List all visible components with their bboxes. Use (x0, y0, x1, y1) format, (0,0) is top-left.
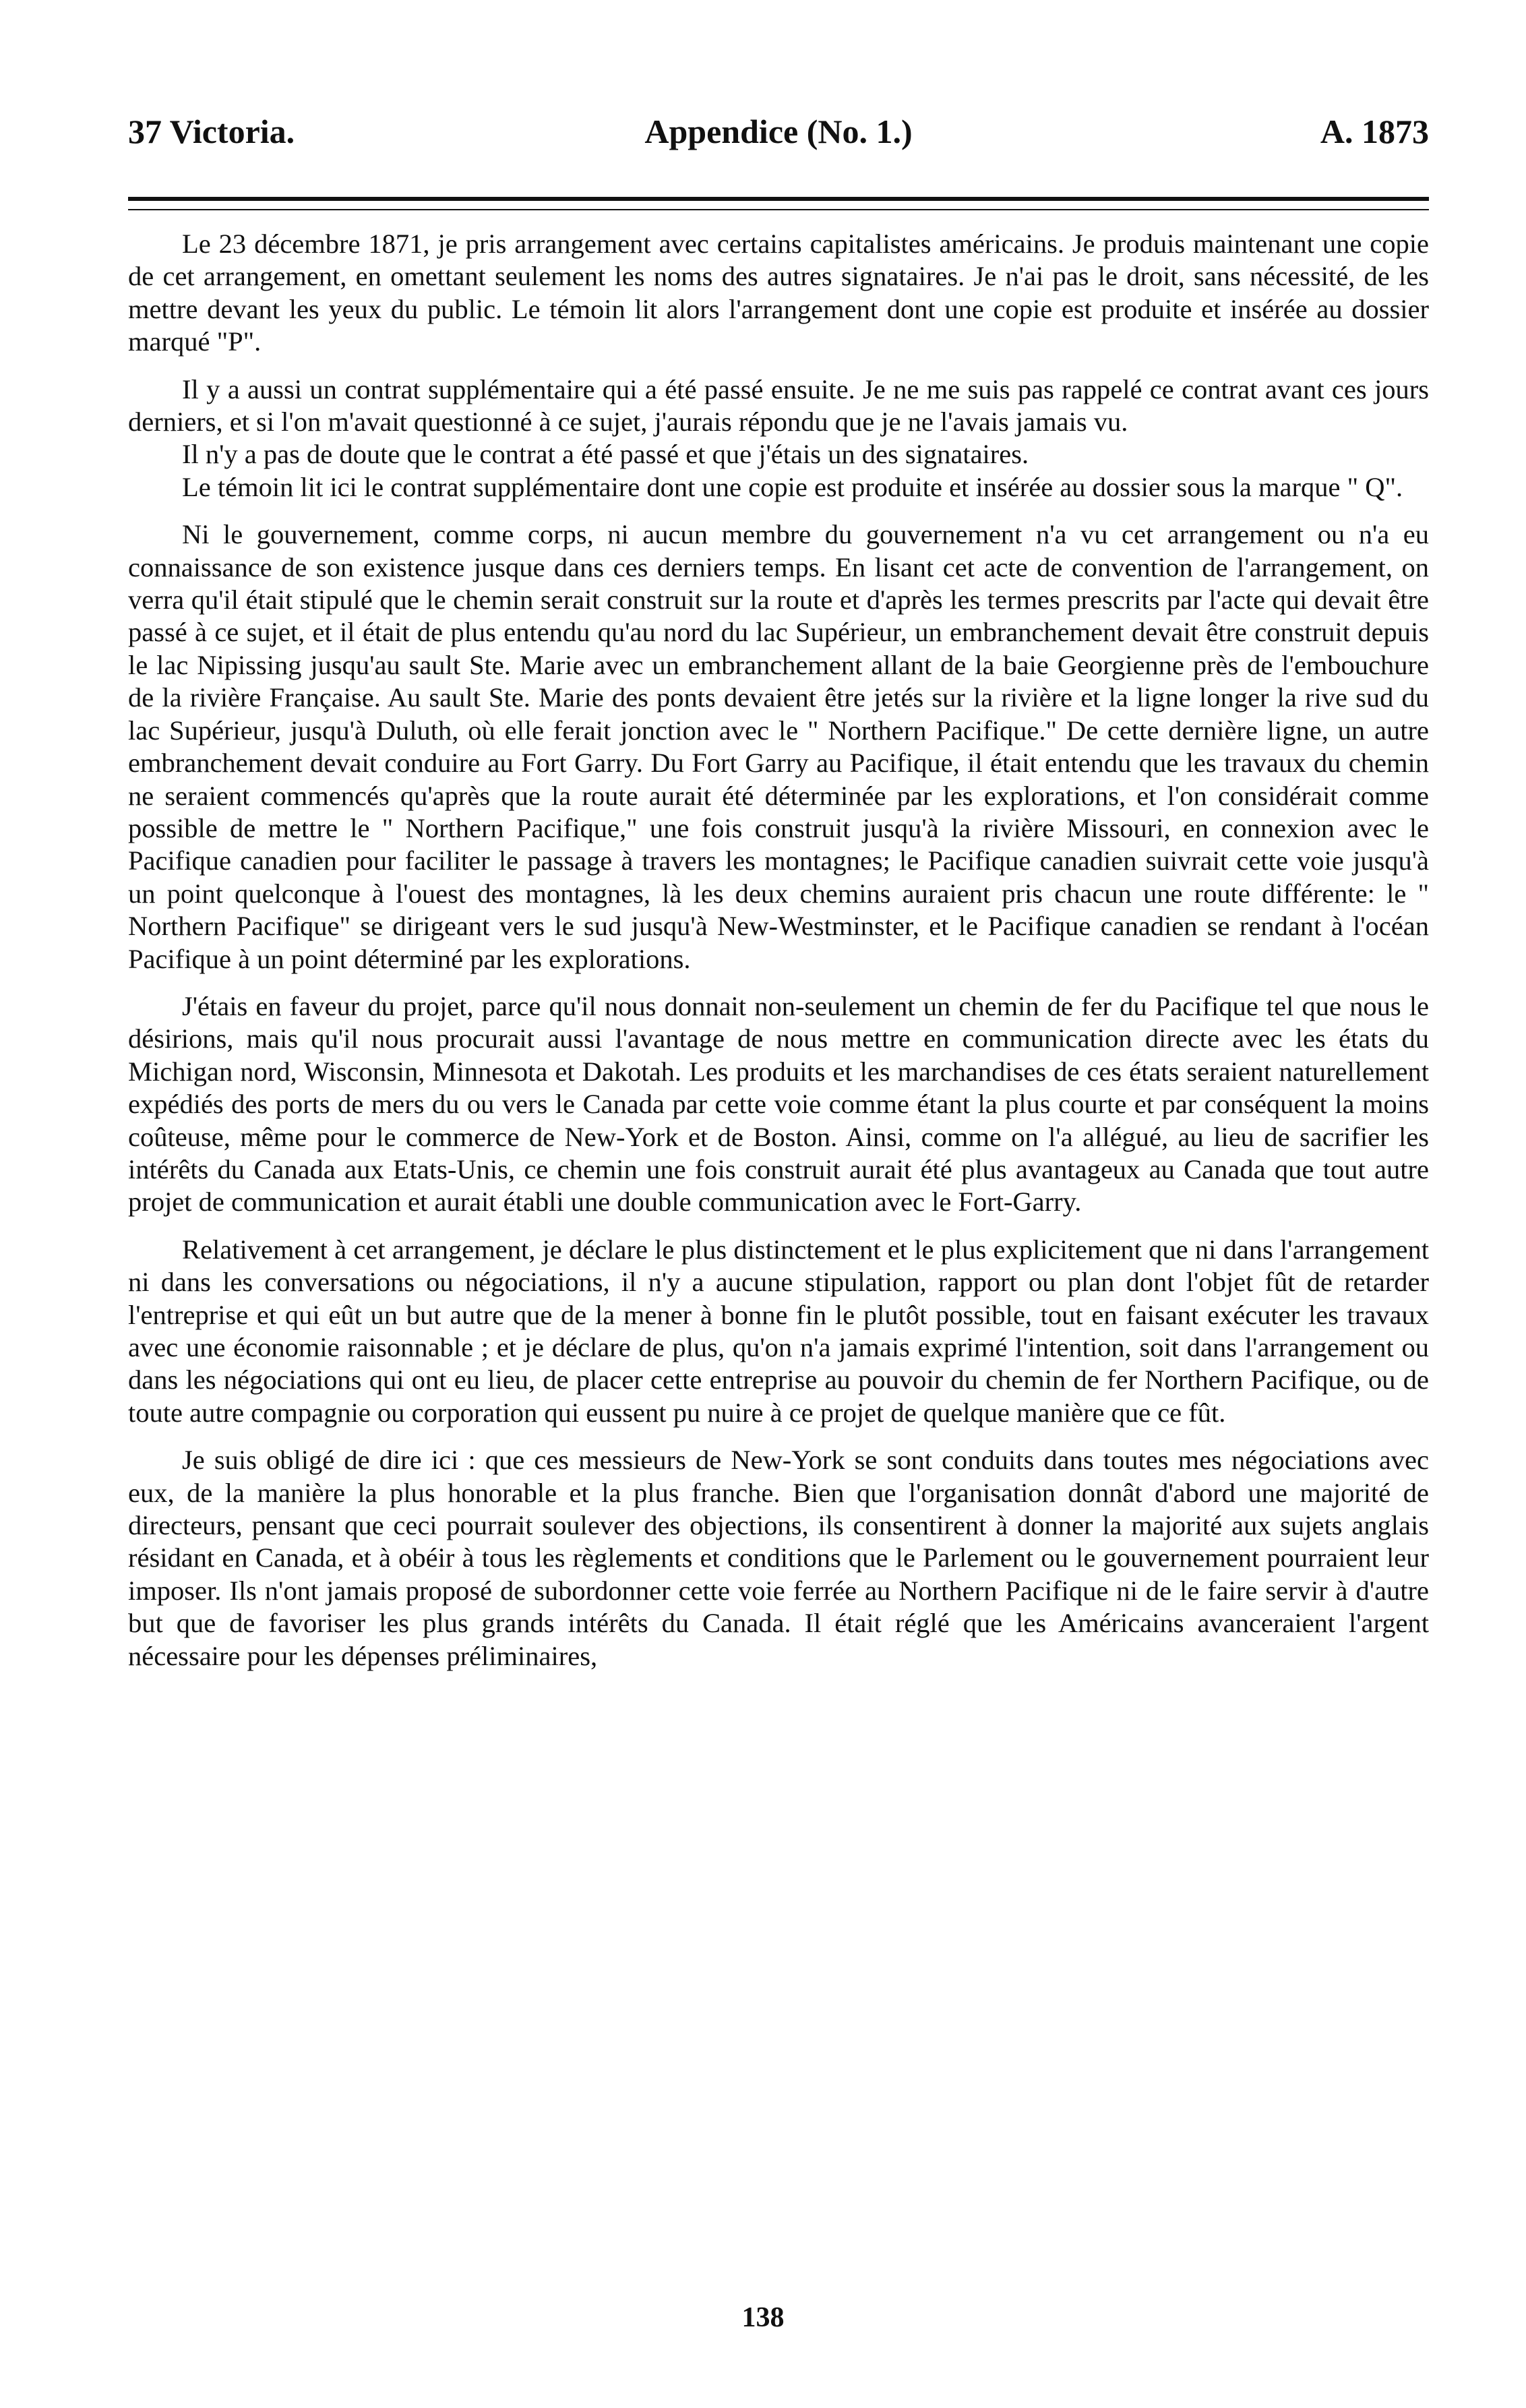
paragraph: J'étais en faveur du projet, parce qu'il nous donnait non-seulement un chemin de fer du Pacifique tel que nous le désirions, mais qu'il nous procurait aussi l'avantage de nous mettre en communication directe avec les états du Michigan nord, Wisconsin, Minnesota et Dakotah. Les produits et les marchandises de ces états seraient naturellement expédiés des ports de mers du ou vers le Canada par cette voie comme étant la plus courte et par conséquent la moins coûteuse, même pour le commerce de New-York et de Boston. Ainsi, comme on l'a allégué, au lieu de sacrifier les intérêts du Canada aux Etats-Unis, ce chemin une fois construit aurait été plus avantageux au Canada que tout autre projet de communication et aurait établi une double communication avec le Fort-Garry. (128, 990, 1429, 1217)
body-text (128, 228, 1429, 1673)
paragraph: Le témoin lit ici le contrat supplémentaire dont une copie est produite et insérée au dossier sous la marque " Q". (182, 471, 1403, 502)
page-number: 138 (741, 2302, 785, 2333)
paragraph: Je suis obligé de dire ici : que ces messieurs de New-York se sont conduits dans toutes mes négociations avec eux, de la manière la plus honorable et la plus franche. Bien que l'organisation donnât d'abord une majorité de directeurs, pensant que ceci pourrait soulever des objections, ils consentirent à donner la majorité aux sujets anglais résidant en Canada, et à obéir à tous les règlements et conditions que le Parlement ou le gouvernement pourraient leur imposer. Ils n'ont jamais proposé de subordonner cette voie ferrée au Northern Pacifique ni de le faire servir à d'autre but que de favoriser les plus grands intérêts du Canada. Il était réglé que les Américains avanceraient l'argent nécessaire pour les dépenses préliminaires, (128, 1445, 1429, 1671)
paragraph: Ni le gouvernement, comme corps, ni aucun membre du gouvernement n'a vu cet arrangement ou n'a eu connaissance de son existence jusque dans ces derniers temps. En lisant cet acte de convention de l'arrangement, on verra qu'il était stipulé que le chemin serait construit sur la route et d'après les termes prescrits par l'acte qui devait être passé à ce sujet, et il était de plus entendu qu'au nord du lac Supérieur, un embranchement devait être construit depuis le lac Nipissing jusqu'au sault Ste. Marie avec un embranchement allant de la baie Georgienne près de l'embouchure de la rivière Française. Au sault Ste. Marie des ponts devaient être jetés sur la rivière et la ligne longer la rive sud du lac Supérieur, jusqu'à Duluth, où elle ferait jonction avec le " Northern Pacifique." De cette dernière ligne, un autre embranchement devait conduire au Fort Garry. Du Fort Garry au Pacifique, il était entendu que les travaux du chemin ne seraient commencés qu'après que la route aurait été déterminée par les explorations, et l'on considérait comme possible de mettre le " Northern Pacifique," une fois construit jusqu'à la rivière Missouri, en connexion avec le Pacifique canadien pour faciliter le passage à travers les montagnes; le Pacifique canadien suivrait cette voie jusqu'à un point quelconque à l'ouest des montagnes, là les deux chemins auraient pris chacun une route différente: le " Northern Pacifique" se dirigeant vers le sud jusqu'à New-Westminster, et le Pacifique canadien se rendant à l'océan Pacifique à un point déterminé par les explorations. (128, 519, 1429, 974)
page-header (128, 108, 1429, 155)
paragraph: Il y a aussi un contrat supplémentaire qui a été passé ensuite. Je ne me suis pas rappelé ce contrat avant ces jours derniers, et si l'on m'avait questionné à ce sujet, j'aurais répondu que je ne l'avais jamais vu. (128, 373, 1429, 438)
paragraph: Relativement à cet arrangement, je déclare le plus distinctement et le plus explicitement que ni dans l'arrangement ni dans les conversations ou négociations, il n'y a aucune stipulation, rapport ou plan dont l'objet fût de retarder l'entreprise et qui eût un but autre que de la mener à bonne fin le plutôt possible, tout en faisant exécuter les travaux avec une économie raisonnable ; et je déclare de plus, qu'on n'a jamais exprimé l'intention, soit dans l'arrangement ou dans les négociations qui ont eu lieu, de placer cette entreprise au pouvoir du chemin de fer Northern Pacifique, ou de toute autre compagnie ou corporation qui eussent pu nuire à ce projet de quelque manière que ce fût. (128, 1234, 1429, 1428)
header-volume: 37 Victoria. (128, 113, 295, 150)
header-rule-thick (128, 197, 1429, 201)
header-rule-thin (128, 209, 1429, 210)
paragraph: Il n'y a pas de doute que le contrat a été passé et que j'étais un des signataires. (182, 439, 1029, 470)
header-year: A. 1873 (1320, 113, 1429, 150)
header-title: Appendice (No. 1.) (644, 113, 913, 150)
paragraph: Le 23 décembre 1871, je pris arrangement avec certains capitalistes américains. Je produis maintenant une copie de cet arrangement, en omettant seulement les noms des autres signataires. Je n'ai pas le droit, sans nécessité, de les mettre devant les yeux du public. Le témoin lit alors l'arrangement dont une copie est produite et insérée au dossier marqué "P". (128, 229, 1429, 357)
